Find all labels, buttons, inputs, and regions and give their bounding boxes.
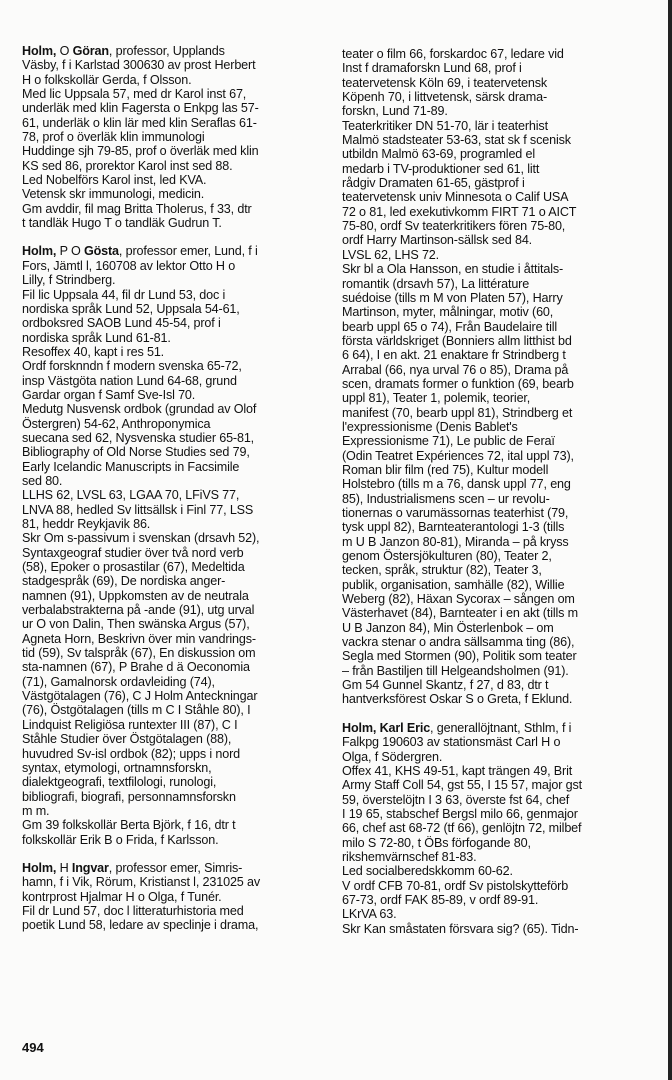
biography-entry-goran-holm xyxy=(22,44,330,230)
entry-intro-text: , professor emer, Simris- hamn, f i Vik, Rörum, Kristianst l, 231025 av kontrprost Hjalmar H o Olga, f Tunér. xyxy=(22,860,261,904)
biography-entry-ingvar-holm xyxy=(22,861,330,933)
entry-surname: Holm, xyxy=(22,44,57,58)
entry-intro-text: , generallöjtnant, Sthlm, f i Falkpg 190603 av stationsmäst Carl H o Olga, f Södergren. xyxy=(342,720,572,764)
entry-marriage-paragraph: Gm 39 folkskollär Berta Björk, f 16, dtr t folkskollär Erik B o Frida, f Karlsson. xyxy=(22,818,236,847)
entry-memberships-paragraph: LKrVA 63. xyxy=(342,907,397,922)
entry-education-paragraph: Fil lic Uppsala 44, fil dr Lund 53, doc i nordiska språk Lund 52, Uppsala 54-61, ordboksred SAOB Lund 45-54, prof i nordiska språk Lund 61-81. xyxy=(22,287,240,345)
entry-critic-paragraph: Teaterkritiker DN 51-70, lär i teaterhist Malmö stadsteater 53-63, stat sk f scenisk utbildn Malmö 63-69, programled el medarb i TV-produktioner sed 61, litt rådgiv Dramaten 61-65, gästprof i teatervetensk univ Minnesota o Calif USA 72 o 81, led exekutivkomm FIRT 71 o AICT 75-80, ordf Sv teaterkritikers fören 75-80, ordf Harry Martinson-sällsk sed 84. xyxy=(342,118,577,248)
entry-writings-paragraph: Vetensk skr immunologi, medicin. xyxy=(22,187,205,202)
page-edge-shadow xyxy=(668,0,672,1080)
entry-career-paragraph: teater o film 66, forskardoc 67, ledare vid Inst f dramaforskn Lund 68, prof i teatervetensk Köln 69, i teatervetensk Köpenh 70, i littvetensk, särsk drama- forskn, Lund 71-89. xyxy=(342,47,564,119)
entry-given-name: Karl Eric xyxy=(379,720,431,735)
entry-heading-paragraph xyxy=(22,44,330,87)
entry-committee-paragraph: Led socialberedskkomm 60-62. xyxy=(342,864,513,879)
entry-writings-paragraph: Skr Om s-passivum i svenskan (drsavh 52), Syntaxgeograf studier över två nord verb (58), Epoker o prosastilar (67), Medeltida stadgespråk (69), De nordiska anger- namnen (91), Uppkomsten av de neutrala verbalabstrakterna på -ande (91), utg urval ur O von Dalin, Then swänska Argus (57), Agneta Horn, Beskrivn över min vandrings- tid (59), Sv talspråk (67), En diskussion om sta-namnen (67), P Brahe d ä Oeconomia (71), Gamalnorsk ordavleiding (74), Västgötalagen (76), C J Holm Anteckningar (76), Östgötalagen (tills m C I Ståhle 80), I Lindquist Religiösa runtexter III (87), C I Ståhle Studier över Östgötalagen (88), huvudred Sv-isl ordbok (82); upps i nord syntax, etymologi, ortnamnsforskn, dialektgeografi, textfilologi, runologi, bibliografi, biografi, personnamnsforskn m m. xyxy=(22,531,260,818)
right-column xyxy=(342,47,650,936)
entry-heading-paragraph xyxy=(22,244,330,287)
entry-given-name: Gösta xyxy=(83,244,119,259)
entry-initials: O xyxy=(56,44,73,58)
entry-marriage-paragraph: Gm avddir, fil mag Britta Tholerus, f 33, dtr t tandläk Hugo T o tandläk Gudrun T. xyxy=(22,201,252,231)
biography-entry-gosta-holm xyxy=(22,244,330,846)
page-number: 494 xyxy=(22,1040,44,1055)
entry-writings-paragraph: Skr Kan småstaten försvara sig? (65). Tidn- xyxy=(342,921,579,936)
entry-memberships-paragraph: Led Nobelförs Karol inst, led KVA. xyxy=(22,173,207,188)
left-column xyxy=(22,44,330,933)
entry-intro-text: , professor emer, Lund, f i Fors, Jämtl l, 160708 av lektor Otto H o Lilly, f Strindberg. xyxy=(22,244,258,288)
entry-writings-paragraph: Skr bl a Ola Hansson, en studie i åttitals- romantik (drsavh 57), La littérature suédoise (tills m M von Platen 57), Harry Martinson, myter, målningar, motiv (60, bearb uppl 65 o 74), Från Baudelaire till första världskriget (Bonniers allm litthist bd 6 64), I en akt. 21 enaktare fr Strindberg t Arrabal (66, nya urval 76 o 85), Drama på scen, dramats former o funktion (69, bearb uppl 81), Teater 1, polemik, teorier, manifest (70, bearb uppl 81), Strindberg et l'expressionisme (Denis Bablet's Expressionisme 71), Le public de Feraï (Odin Teatret Expériences 72, ital uppl 73), Roman blir film (red 75), Kultur modell Holstebro (tills m a 76, dansk uppl 77, eng 85), Industrialismens scen – ur revolu- tionernas o varumässornas teaterhist (79, tysk uppl 82), Barnteaterantologi 1-3 (tills m U B Janzon 80-81), Miranda – på kryss genom Östersjökulturen (80), Teater 2, tecken, språk, struktur (82), Teater 3, publik, organisation, samhälle (82), Willie Weberg (82), Häxan Sycorax – sången om Västerhavet (84), Barnteater i en akt (tills m U B Janzon 84), Min Österlenbok – om vackra stenar o andra sällsamma ting (86), Segla med Stormen (90), Politik som teater – från Bastiljen till Helgeandsholmen (91). xyxy=(342,262,578,678)
entry-education-paragraph: Med lic Uppsala 57, med dr Karol inst 67, underläk med klin Fagersta o Enkpg las 57- 61, underläk o klin lär med klin Seraflas 61- 78, prof o överläk klin immunologi Huddinge sjh 79-85, prof o överläk med klin KS sed 86, prorektor Karol inst sed 88. xyxy=(22,87,259,173)
entry-initials: P O xyxy=(56,244,84,259)
entry-surname: Holm, xyxy=(342,720,377,735)
entry-education-paragraph: Fil dr Lund 57, doc l litteraturhistoria med poetik Lund 58, ledare av speclinje i drama, xyxy=(22,903,259,933)
entry-surname: Holm, xyxy=(22,244,57,259)
entry-positions-paragraph: Ordf forsknndn f modern svenska 65-72, insp Västgöta nation Lund 64-68, grund Gardar organ f Samf Sve-Isl 70. xyxy=(22,359,242,402)
entry-memberships-paragraph: LLHS 62, LVSL 63, LGAA 70, LFiVS 77, LNVA 88, hedled Sv littsällsk i Finl 77, LSS 81, heddr Reykjavik 86. xyxy=(22,488,254,531)
entry-given-name: Ingvar xyxy=(71,860,109,875)
entry-military-paragraph: Offex 41, KHS 49-51, kapt trängen 49, Brit Army Staff Coll 54, gst 55, I 15 57, major gst 59, överstelöjtn I 3 63, överste fst 64, chef I 19 65, stabschef Bergsl milo 66, genmajor 66, chef ast 68-72 (tf 66), genlöjtn 72, milbef milo S 72-80, t ÖBs förfogande 80, rikshemvärnschef 81-83. xyxy=(342,763,582,864)
entry-memberships-paragraph: LVSL 62, LHS 72. xyxy=(342,247,440,262)
entry-intro-text: , professor, Upplands Väsby, f i Karlstad 300630 av prost Herbert H o folkskollär Gerda, f Olsson. xyxy=(22,44,256,87)
entry-positions-paragraph: V ordf CFB 70-81, ordf Sv pistolskytteförb 67-73, ordf FAK 85-89, v ordf 89-91. xyxy=(342,878,569,907)
biography-entry-karl-eric-holm xyxy=(342,721,650,936)
entry-marriage-paragraph: Gm 54 Gunnel Skantz, f 27, d 83, dtr t hantverksförest Oskar S o Greta, f Eklund. xyxy=(342,678,573,707)
entry-heading-paragraph xyxy=(22,861,330,904)
entry-given-name: Göran xyxy=(72,44,109,58)
entry-military-paragraph: Resoffex 40, kapt i res 51. xyxy=(22,344,165,359)
entry-initials: H xyxy=(56,860,72,875)
biography-entry-ingvar-holm-continued xyxy=(342,47,650,707)
entry-heading-paragraph xyxy=(342,721,650,764)
entry-surname: Holm, xyxy=(22,860,57,875)
entry-editorial-paragraph: Medutg Nusvensk ordbok (grundad av Olof Östergren) 54-62, Anthroponymica suecana sed 62, Nysvenska studier 65-81, Bibliography of Old Norse Studies sed 79, Early Icelandic Manuscripts in Facsimile sed 80. xyxy=(22,402,257,488)
